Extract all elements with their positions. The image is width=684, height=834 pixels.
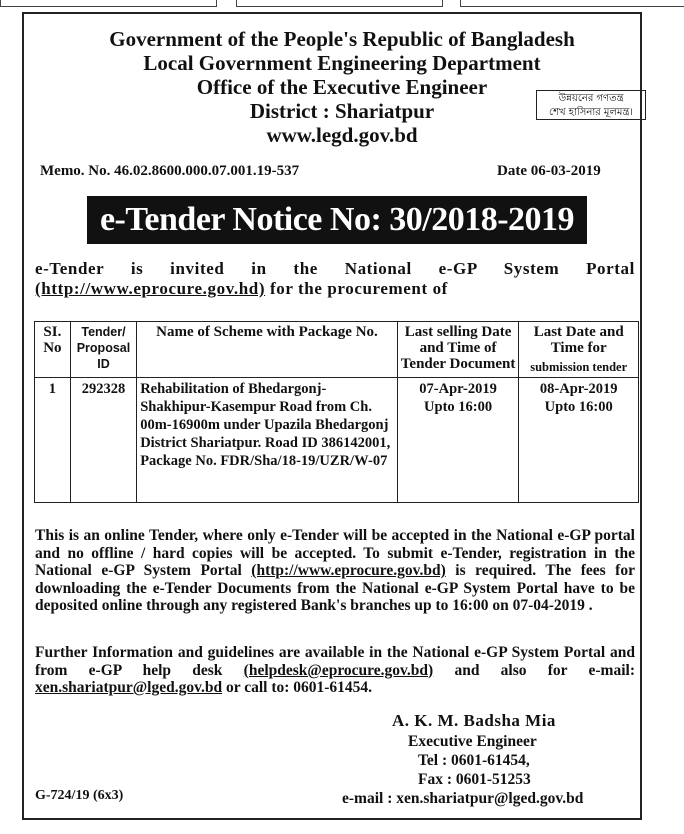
further-info-paragraph bbox=[35, 644, 635, 697]
col-last-date-header bbox=[519, 322, 639, 378]
col-last-selling-header: Last selling Date and Time of Tender Document bbox=[397, 322, 519, 378]
signatory-title: Executive Engineer bbox=[408, 733, 537, 750]
selling-date: 07-Apr-2019 bbox=[419, 381, 497, 397]
signatory-fax: Fax : 0601-51253 bbox=[418, 771, 531, 788]
signatory-tel: Tel : 0601-61454, bbox=[418, 752, 530, 769]
cell-sl: 1 bbox=[35, 378, 71, 503]
memo-number: Memo. No. 46.02.8600.000.07.001.19-537 bbox=[40, 163, 300, 179]
eprocure-link[interactable]: (http://www.eprocure.gov.hd) bbox=[35, 279, 266, 298]
signatory-email: e-mail : xen.shariatpur@lged.gov.bd bbox=[342, 790, 584, 807]
slogan-line-2: শেখ হাসিনার মূলমন্ত্র। bbox=[549, 107, 633, 118]
helpdesk-link[interactable]: (helpdesk@eprocure.gov.bd) bbox=[243, 661, 434, 679]
memo-date: Date 06-03-2019 bbox=[497, 163, 601, 179]
intro-paragraph bbox=[35, 259, 635, 299]
col-scheme-header: Name of Scheme with Package No. bbox=[137, 322, 398, 378]
top-strip-right bbox=[460, 0, 684, 7]
para1-text: This is an online Tender, where only e-Tender will be accepted in the National e-GP portal and no offline / hard copies will be accepted. To submit e-Tender, registration in the National e-GP System Portal bbox=[35, 527, 635, 579]
signatory-name: A. K. M. Badsha Mia bbox=[392, 711, 556, 730]
intro-text: e-Tender is invited in the National e-GP System Portal bbox=[35, 259, 635, 278]
header-government: Government of the People's Republic of Bangladesh bbox=[109, 27, 575, 51]
slogan-badge bbox=[536, 90, 646, 120]
submit-date: 08-Apr-2019 bbox=[539, 381, 618, 397]
last-date-sublabel: submission tender bbox=[530, 360, 628, 374]
header-website: www.legd.gov.bd bbox=[266, 123, 418, 147]
col-tender-id-header: Tender/ Proposal ID bbox=[70, 322, 136, 378]
submit-time: Upto 16:00 bbox=[544, 399, 613, 415]
slogan-line-1: উন্নয়নের গণতন্ত্র bbox=[558, 93, 624, 104]
cell-scheme: Rehabilitation of Bhedargonj-Shakhipur-Kasempur Road from Ch. 00m-16900m under Upazila Bhedargonj District Shariatpur. Road ID 386142001, Package No. FDR/Sha/18-19/UZR/W-07 bbox=[137, 378, 398, 503]
cell-tender-id: 292328 bbox=[70, 378, 136, 503]
eprocure-bd-link[interactable]: (http://www.eprocure.gov.bd) bbox=[251, 562, 446, 579]
header-department: Local Government Engineering Department bbox=[143, 51, 541, 75]
cell-selling-deadline bbox=[397, 378, 519, 503]
notice-title: e-Tender Notice No: 30/2018-2019 bbox=[87, 196, 587, 244]
email-link[interactable]: xen.shariatpur@lged.gov.bd bbox=[35, 679, 223, 696]
para1-text-end: is required. The fees for downloading the e-Tender Documents from the National e-GP System Portal have to be deposited online through any registered Bank's branches up to 16:00 on 07-04-2019 . bbox=[35, 562, 635, 614]
table-row bbox=[35, 378, 639, 503]
header-district: District : Shariatpur bbox=[249, 99, 435, 123]
online-tender-paragraph bbox=[35, 527, 635, 615]
para2-text-mid: and also for e-mail: bbox=[433, 661, 635, 679]
table-header-row bbox=[35, 322, 639, 378]
top-strip-center bbox=[236, 0, 443, 7]
top-strip-left bbox=[0, 0, 217, 7]
para2-text: Further Information and guidelines are available in the National e-GP System Portal and from e-GP help desk bbox=[35, 644, 635, 679]
last-date-label: Last Date and Time for bbox=[533, 324, 624, 356]
para2-text-end: or call to: 0601-61454. bbox=[222, 679, 373, 696]
selling-time: Upto 16:00 bbox=[424, 399, 493, 415]
tender-table bbox=[34, 321, 639, 503]
header-office: Office of the Executive Engineer bbox=[196, 75, 488, 99]
cell-submission-deadline bbox=[519, 378, 639, 503]
footer-code: G-724/19 (6x3) bbox=[35, 788, 124, 803]
col-sl-header: SI. No bbox=[35, 322, 71, 378]
intro-text-end: for the procurement of bbox=[265, 279, 448, 298]
